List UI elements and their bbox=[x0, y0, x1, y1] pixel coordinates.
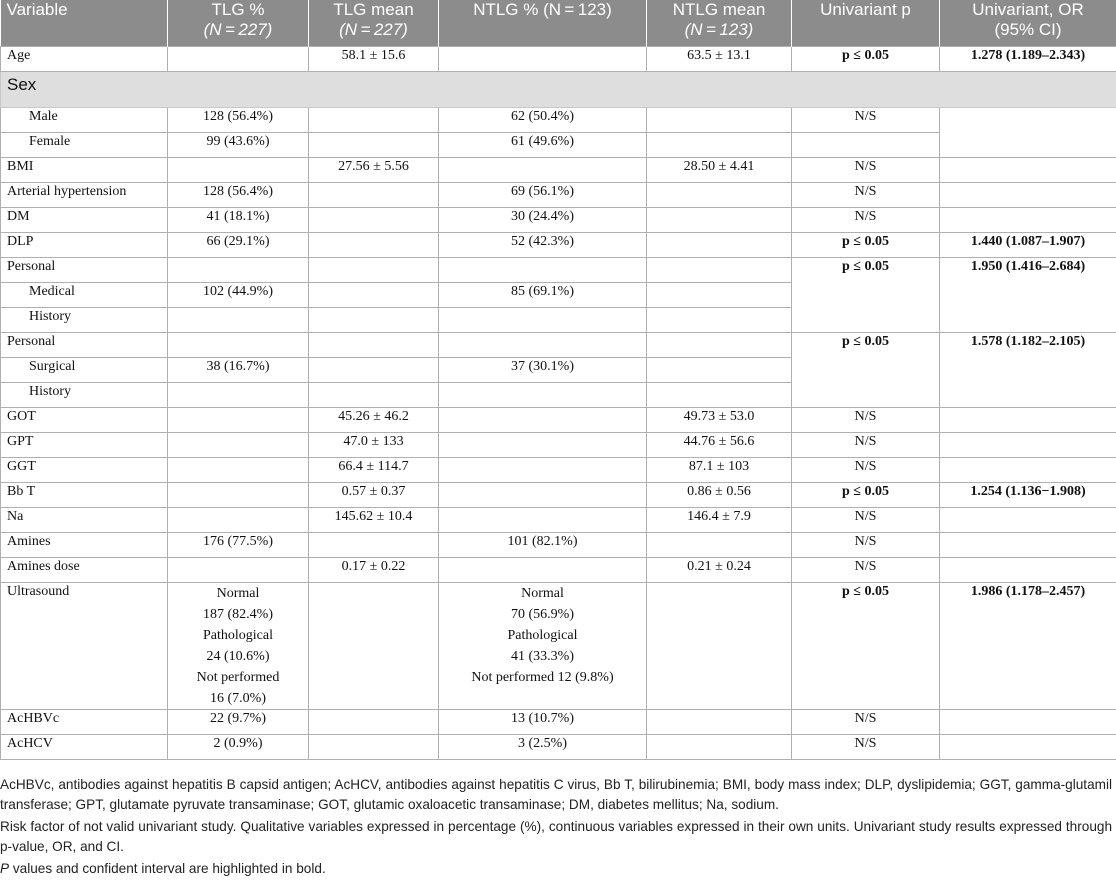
table-row bbox=[1, 208, 1116, 233]
tlg-pct: 41 (18.1%) bbox=[168, 208, 309, 233]
header-tlg-pct: TLG % (N = 227) bbox=[168, 0, 309, 47]
tlg-mean: 27.56 ± 5.56 bbox=[309, 158, 439, 183]
odds-ratio: 1.986 (1.178–2.457) bbox=[940, 583, 1116, 710]
table-row bbox=[1, 583, 1116, 710]
row-label: GPT bbox=[1, 433, 168, 458]
table-row bbox=[1, 533, 1116, 558]
table-row bbox=[1, 183, 1116, 208]
p-value: N/S bbox=[792, 735, 940, 760]
ntlg-mean: 49.73 ± 53.0 bbox=[647, 408, 792, 433]
row-label: Bb T bbox=[1, 483, 168, 508]
table-row bbox=[1, 47, 1116, 72]
row-label: Age bbox=[1, 47, 168, 72]
p-value: N/S bbox=[792, 408, 940, 433]
p-value: N/S bbox=[792, 533, 940, 558]
row-label: Surgical bbox=[1, 358, 168, 383]
ntlg-mean: 44.76 ± 56.6 bbox=[647, 433, 792, 458]
header-ntlg-mean: NTLG mean (N = 123) bbox=[647, 0, 792, 47]
p-value: N/S bbox=[792, 108, 940, 133]
ntlg-pct: 85 (69.1%) bbox=[439, 283, 647, 308]
row-label: AcHCV bbox=[1, 735, 168, 760]
table-row bbox=[1, 710, 1116, 735]
p-value: N/S bbox=[792, 158, 940, 183]
row-label: Personal bbox=[1, 333, 168, 358]
row-label: GGT bbox=[1, 458, 168, 483]
p-value: p ≤ 0.05 bbox=[792, 233, 940, 258]
ntlg-mean: 0.21 ± 0.24 bbox=[647, 558, 792, 583]
row-label: Female bbox=[1, 133, 168, 158]
row-label: Na bbox=[1, 508, 168, 533]
table-row bbox=[1, 233, 1116, 258]
header-ntlg-pct: NTLG % (N = 123) bbox=[439, 0, 647, 47]
ntlg-pct: 37 (30.1%) bbox=[439, 358, 647, 383]
table-row bbox=[1, 108, 1116, 133]
p-value: p ≤ 0.05 bbox=[792, 47, 940, 72]
row-label: Ultrasound bbox=[1, 583, 168, 710]
ntlg-pct: Normal 70 (56.9%) Pathological 41 (33.3%) Not performed 12 (9.8%) bbox=[439, 583, 647, 710]
p-value: N/S bbox=[792, 433, 940, 458]
tlg-pct: 176 (77.5%) bbox=[168, 533, 309, 558]
risk-note: Risk factor of not valid univariant study. Qualitative variables expressed in percentage (%), continuous variables expressed in their own units. Univariant study results expressed through p-value, OR, and CI. bbox=[0, 817, 1112, 857]
row-label: BMI bbox=[1, 158, 168, 183]
row-label: DM bbox=[1, 208, 168, 233]
tlg-mean: 0.17 ± 0.22 bbox=[309, 558, 439, 583]
row-label: Personal bbox=[1, 258, 168, 283]
header-univariant-or: Univariant, OR (95% CI) bbox=[940, 0, 1116, 47]
header-variable: Variable bbox=[1, 0, 168, 47]
p-value: p ≤ 0.05 bbox=[792, 258, 940, 333]
odds-ratio: 1.254 (1.136−1.908) bbox=[940, 483, 1116, 508]
tlg-pct: 128 (56.4%) bbox=[168, 108, 309, 133]
p-value: N/S bbox=[792, 183, 940, 208]
odds-ratio: 1.578 (1.182–2.105) bbox=[940, 333, 1116, 408]
ntlg-pct: 30 (24.4%) bbox=[439, 208, 647, 233]
table-row bbox=[1, 408, 1116, 433]
ntlg-mean: 63.5 ± 13.1 bbox=[647, 47, 792, 72]
odds-ratio: 1.440 (1.087–1.907) bbox=[940, 233, 1116, 258]
tlg-mean: 0.57 ± 0.37 bbox=[309, 483, 439, 508]
ntlg-mean: 28.50 ± 4.41 bbox=[647, 158, 792, 183]
row-label: History bbox=[1, 308, 168, 333]
section-row bbox=[1, 72, 1116, 108]
ntlg-pct: 101 (82.1%) bbox=[439, 533, 647, 558]
ntlg-mean: 146.4 ± 7.9 bbox=[647, 508, 792, 533]
table-row bbox=[1, 333, 1116, 358]
p-value: p ≤ 0.05 bbox=[792, 583, 940, 710]
odds-ratio: 1.950 (1.416–2.684) bbox=[940, 258, 1116, 333]
abbreviations-note: AcHBVc, antibodies against hepatitis B capsid antigen; AcHCV, antibodies against hepatitis C virus, Bb T, bilirubinemia; BMI, body mass index; DLP, dyslipidemia; GGT, gamma-glutamil transferase; GPT, glutamate pyruvate transaminase; GOT, glutamic oxaloacetic transaminase; DM, diabetes mellitus; Na, sodium. bbox=[0, 775, 1112, 815]
section-label: Sex bbox=[1, 72, 1116, 108]
ntlg-pct: 61 (49.6%) bbox=[439, 133, 647, 158]
ntlg-pct: 62 (50.4%) bbox=[439, 108, 647, 133]
tlg-mean: 45.26 ± 46.2 bbox=[309, 408, 439, 433]
header-univariant-p: Univariant p bbox=[792, 0, 940, 47]
p-value: p ≤ 0.05 bbox=[792, 483, 940, 508]
ntlg-pct: 52 (42.3%) bbox=[439, 233, 647, 258]
ntlg-pct: 13 (10.7%) bbox=[439, 710, 647, 735]
table-row bbox=[1, 735, 1116, 760]
table-row bbox=[1, 458, 1116, 483]
p-value: p ≤ 0.05 bbox=[792, 333, 940, 408]
row-label: History bbox=[1, 383, 168, 408]
header-row bbox=[1, 0, 1116, 47]
p-value: N/S bbox=[792, 508, 940, 533]
ntlg-mean: 0.86 ± 0.56 bbox=[647, 483, 792, 508]
row-label: DLP bbox=[1, 233, 168, 258]
row-label: AcHBVc bbox=[1, 710, 168, 735]
tlg-pct: 128 (56.4%) bbox=[168, 183, 309, 208]
tlg-pct: 2 (0.9%) bbox=[168, 735, 309, 760]
row-label: Male bbox=[1, 108, 168, 133]
table-row bbox=[1, 433, 1116, 458]
tlg-pct: Normal 187 (82.4%) Pathological 24 (10.6%) Not performed 16 (7.0%) bbox=[168, 583, 309, 710]
p-value: N/S bbox=[792, 558, 940, 583]
tlg-mean: 58.1 ± 15.6 bbox=[309, 47, 439, 72]
tlg-mean: 66.4 ± 114.7 bbox=[309, 458, 439, 483]
ntlg-mean: 87.1 ± 103 bbox=[647, 458, 792, 483]
row-label: Amines dose bbox=[1, 558, 168, 583]
row-label: Medical bbox=[1, 283, 168, 308]
table-row bbox=[1, 158, 1116, 183]
row-label: GOT bbox=[1, 408, 168, 433]
header-tlg-mean: TLG mean (N = 227) bbox=[309, 0, 439, 47]
odds-ratio: 1.278 (1.189–2.343) bbox=[940, 47, 1116, 72]
p-value: N/S bbox=[792, 208, 940, 233]
table-row bbox=[1, 483, 1116, 508]
bold-note: P values and confident interval are highlighted in bold. bbox=[0, 859, 1112, 879]
table-row bbox=[1, 258, 1116, 283]
table-footnotes bbox=[0, 775, 1112, 881]
tlg-pct: 38 (16.7%) bbox=[168, 358, 309, 383]
table-row bbox=[1, 508, 1116, 533]
tlg-mean: 47.0 ± 133 bbox=[309, 433, 439, 458]
table-row bbox=[1, 558, 1116, 583]
tlg-mean: 145.62 ± 10.4 bbox=[309, 508, 439, 533]
tlg-pct: 66 (29.1%) bbox=[168, 233, 309, 258]
row-label: Amines bbox=[1, 533, 168, 558]
ntlg-pct: 3 (2.5%) bbox=[439, 735, 647, 760]
tlg-pct: 22 (9.7%) bbox=[168, 710, 309, 735]
tlg-pct: 99 (43.6%) bbox=[168, 133, 309, 158]
row-label: Arterial hypertension bbox=[1, 183, 168, 208]
tlg-pct: 102 (44.9%) bbox=[168, 283, 309, 308]
p-value: N/S bbox=[792, 458, 940, 483]
ntlg-pct: 69 (56.1%) bbox=[439, 183, 647, 208]
p-value: N/S bbox=[792, 710, 940, 735]
